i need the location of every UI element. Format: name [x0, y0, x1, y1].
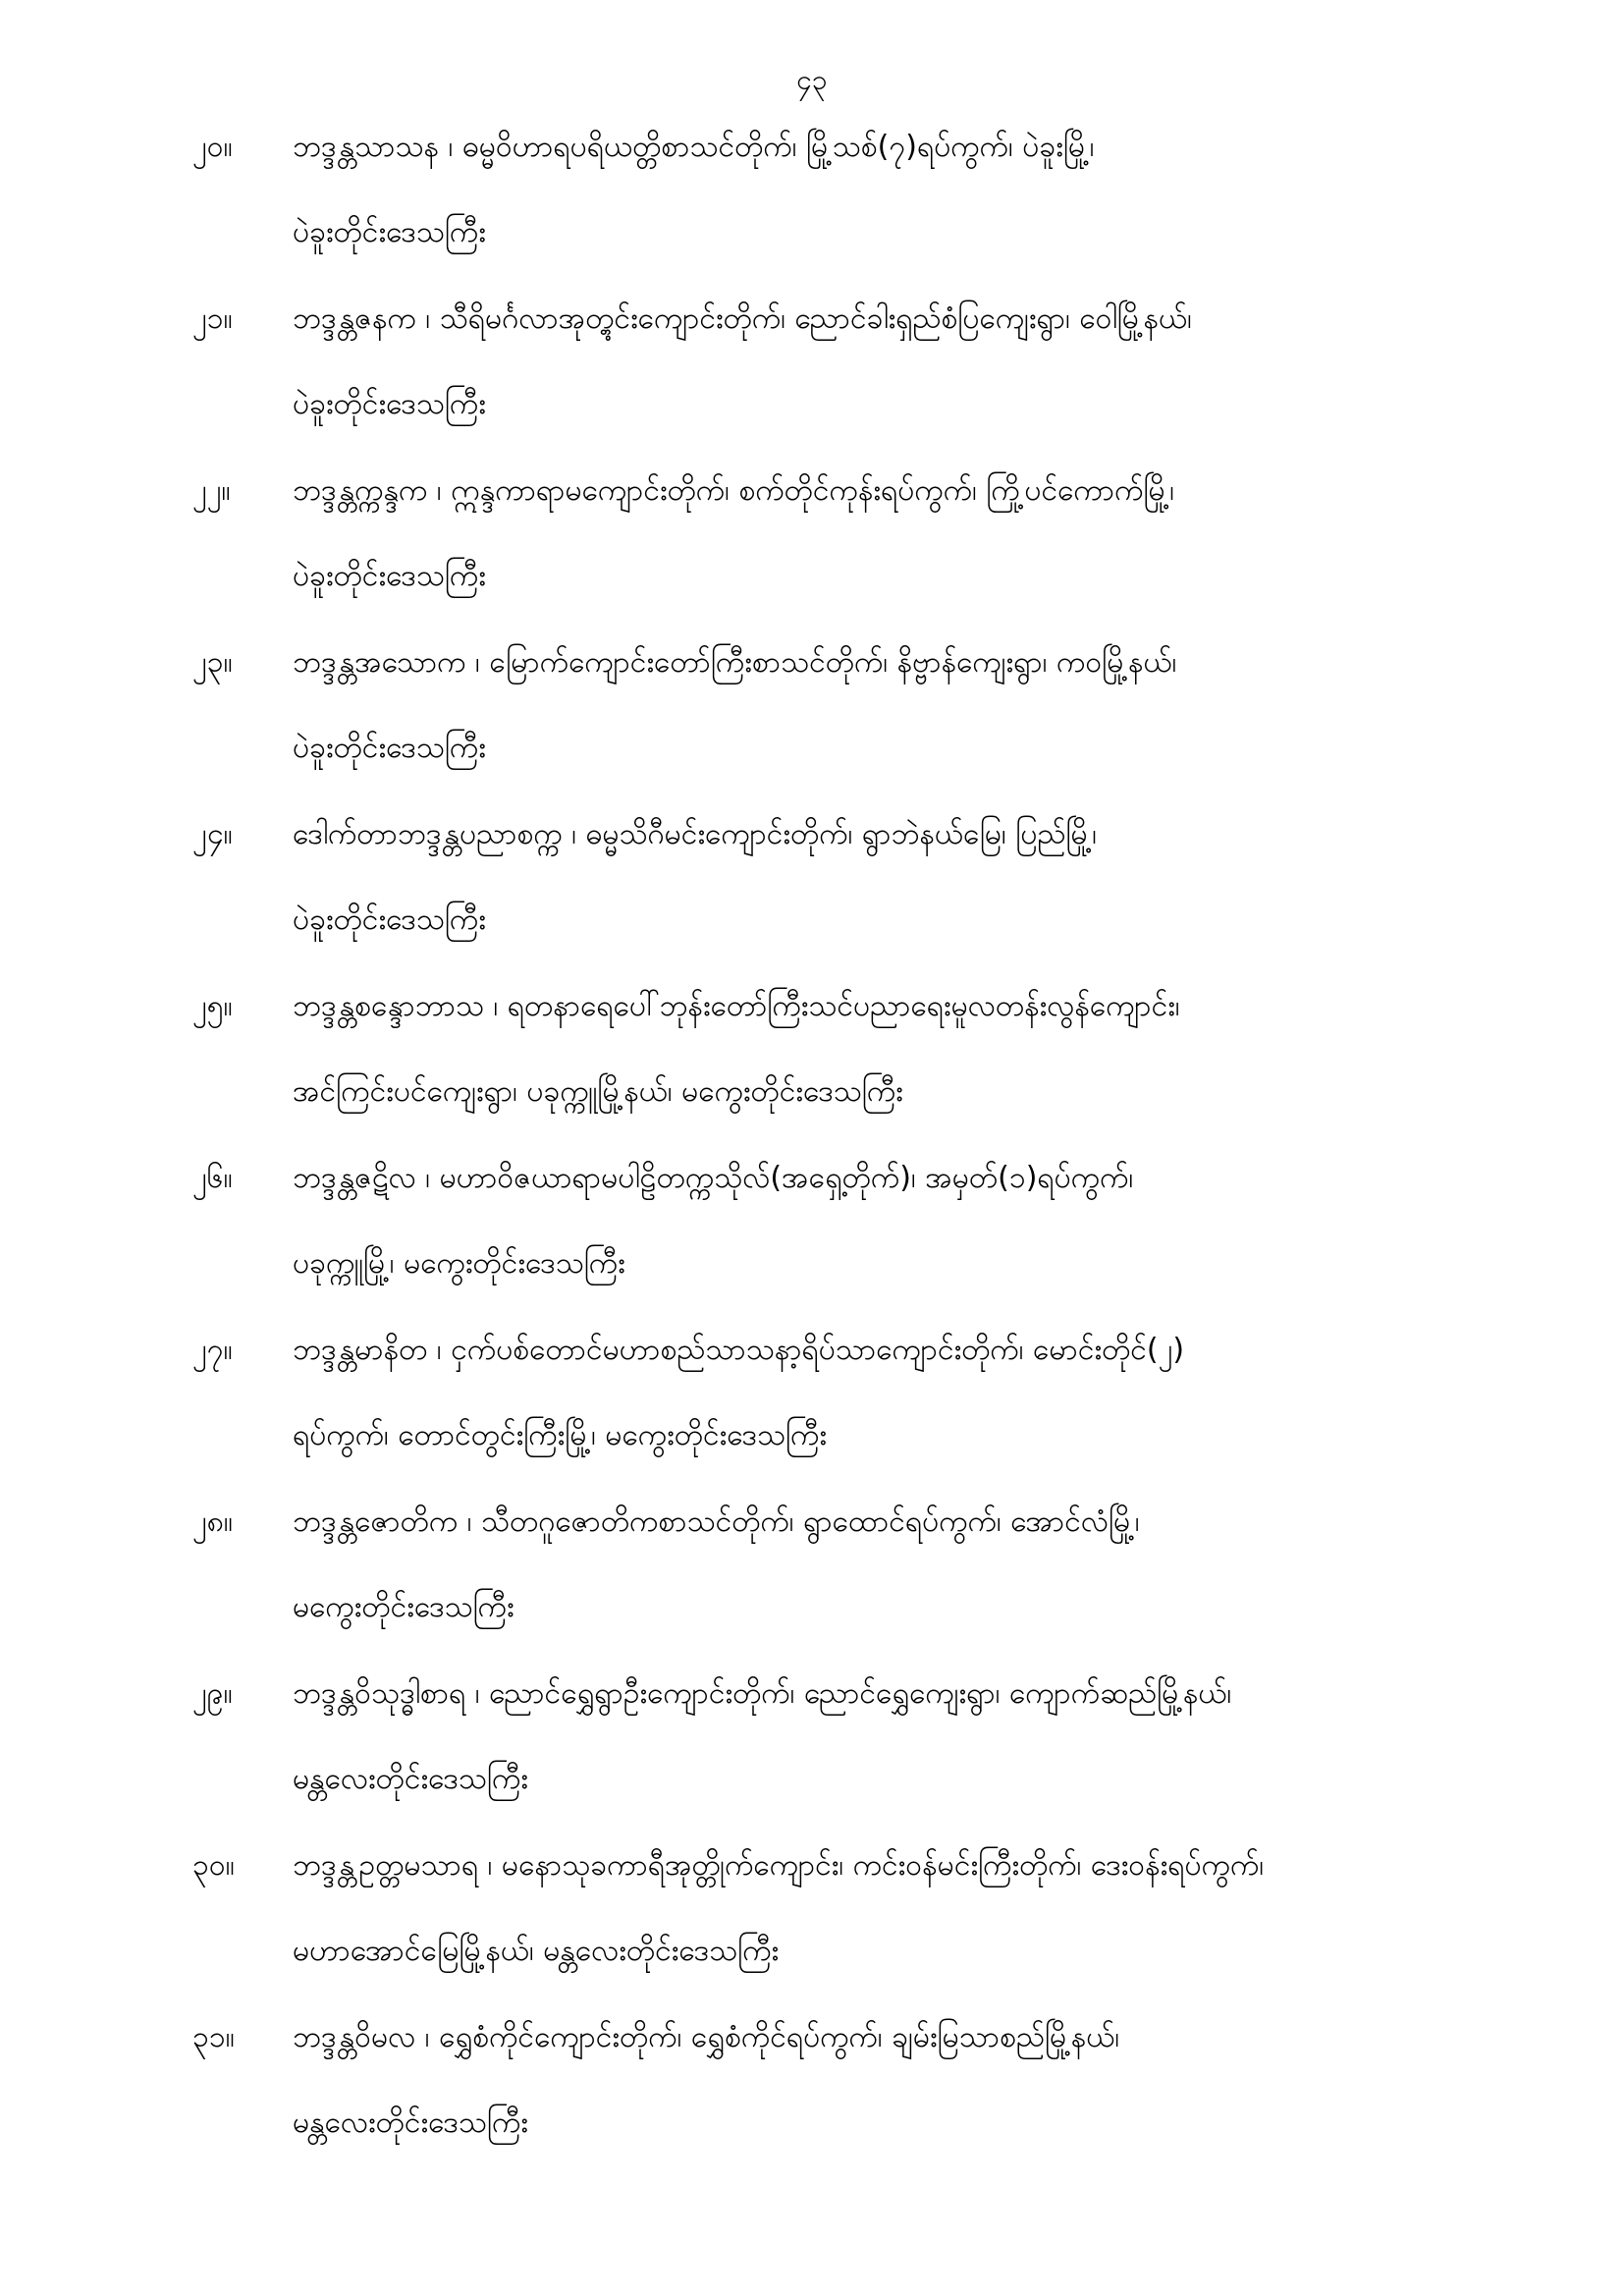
entry-number: ၂၀။ [192, 130, 233, 164]
entry-number: ၂၈။ [192, 1504, 233, 1539]
entry-line-1: ဘဒ္ဒန္တဝိသုဒ္ဓါစာရ ၊ ညောင်ရွှေရွာဦးကျောင်းတိုက်၊ ညောင်ရွှေကျေးရွာ၊ ကျောက်ဆည်မြို့နယ်၊ [293, 1676, 1232, 1711]
list-item [192, 1493, 1538, 1665]
entry-line-2: မန္တလေးတိုင်းဒေသကြီး [293, 2105, 528, 2140]
entry-line-1: ဘဒ္ဒန္တဥတ္တမသာရ ၊ မနောသုခကာရီအုတ္တိုက်ကျောင်း၊ ကင်းဝန်မင်းကြီးတိုက်၊ ဒေးဝန်းရပ်ကွက်၊ [293, 1848, 1265, 1883]
list-item [192, 462, 1538, 633]
entry-number: ၂၇။ [192, 1333, 233, 1367]
list-item [192, 290, 1538, 462]
entry-number: ၃၁။ [192, 2020, 235, 2054]
entry-line-2: မန္တလေးတိုင်းဒေသကြီး [293, 1762, 528, 1796]
entry-number: ၂၁။ [192, 301, 233, 336]
entry-line-1: ဘဒ္ဒန္တအသောက ၊ မြောက်ကျောင်းတော်ကြီးစာသင်တိုက်၊ နိဗ္ဗာန်ကျေးရွာ၊ ကဝမြို့နယ်၊ [293, 645, 1177, 680]
list-item [192, 805, 1538, 977]
entry-number: ၂၃။ [192, 645, 233, 680]
entry-line-1: ဘဒ္ဒန္တဇောတိက ၊ သီတဂူဇောတိကစာသင်တိုက်၊ ရွာထောင်ရပ်ကွက်၊ အောင်လံမြို့၊ [293, 1504, 1140, 1539]
entry-line-1: ဘဒ္ဒန္တသာသန ၊ ဓမ္မဝိဟာရပရိယတ္တိစာသင်တိုက်၊ မြို့သစ်(၇)ရပ်ကွက်၊ ပဲခူးမြို့၊ [293, 130, 1095, 164]
entry-number: ၂၂။ [192, 473, 231, 508]
entry-line-2: ပဲခူးတိုင်းဒေသကြီး [293, 559, 486, 593]
entry-line-2: အင်ကြင်းပင်ကျေးရွာ၊ ပခုက္ကူမြို့နယ်၊ မကွေးတိုင်းဒေသကြီး [293, 1074, 903, 1109]
entry-line-2: ပဲခူးတိုင်းဒေသကြီး [293, 902, 486, 937]
entry-line-1: ဘဒ္ဒန္တစန္ဒောဘာသ ၊ ရတနာရေပေါ်ဘုန်းတော်ကြီးသင်ပညာရေးမူလတန်းလွန်ကျောင်း၊ [293, 989, 1180, 1023]
entry-line-2: ပဲခူးတိုင်းဒေသကြီး [293, 215, 486, 249]
list-item [192, 118, 1538, 290]
entry-number: ၂၆။ [192, 1161, 233, 1195]
list-item [192, 633, 1538, 805]
list-item [192, 1321, 1538, 1493]
entry-line-1: ဘဒ္ဒန္တဇဋိလ ၊ မဟာဝိဇယာရာမပါဠိတက္ကသိုလ်(အရှေ့တိုက်)၊ အမှတ်(၁)ရပ်ကွက်၊ [293, 1161, 1134, 1195]
entry-number: ၂၅။ [192, 989, 233, 1023]
entry-line-1: ဒေါက်တာဘဒ္ဒန္တပညာစက္က ၊ ဓမ္မသိဂီမင်းကျောင်းတိုက်၊ ရွာဘဲနယ်မြေ၊ ပြည်မြို့၊ [293, 817, 1098, 851]
list-item [192, 2008, 1538, 2180]
entry-list [192, 118, 1538, 2180]
list-item [192, 977, 1538, 1149]
entry-line-2: ရပ်ကွက်၊ တောင်တွင်းကြီးမြို့၊ မကွေးတိုင်းဒေသကြီး [293, 1418, 828, 1452]
entry-line-1: ဘဒ္ဒန္တဇနက ၊ သီရိမင်္ဂလာအုတ္တွင်းကျောင်းတိုက်၊ ညောင်ခါးရှည်စံပြကျေးရွာ၊ ဝေါမြို့နယ်၊ [293, 301, 1192, 336]
entry-line-1: ဘဒ္ဒန္တဝိမလ ၊ ရွှေစံကိုင်ကျောင်းတိုက်၊ ရွှေစံကိုင်ရပ်ကွက်၊ ချမ်းမြသာစည်မြို့နယ်၊ [293, 2020, 1120, 2054]
entry-number: ၂၉။ [192, 1676, 233, 1711]
entry-line-2: ပဲခူးတိုင်းဒေသကြီး [293, 731, 486, 765]
entry-number: ၃၀။ [192, 1848, 235, 1883]
entry-number: ၂၄။ [192, 817, 233, 851]
page-number: ၄၃ [796, 64, 828, 96]
entry-line-2: ပဲခူးတိုင်းဒေသကြီး [293, 387, 486, 421]
entry-line-1: ဘဒ္ဒန္တက္ကန္ဒက ၊ ဣန္ဒကာရာမကျောင်းတိုက်၊ စက်တိုင်ကုန်းရပ်ကွက်၊ ကြို့ပင်ကောက်မြို့၊ [293, 473, 1175, 508]
entry-line-2: မကွေးတိုင်းဒေသကြီး [293, 1590, 514, 1624]
list-item [192, 1836, 1538, 2008]
list-item [192, 1149, 1538, 1321]
entry-line-2: မဟာအောင်မြေမြို့နယ်၊ မန္တလေးတိုင်းဒေသကြီး [293, 1934, 780, 1968]
entry-line-2: ပခုက္ကူမြို့၊ မကွေးတိုင်းဒေသကြီး [293, 1246, 625, 1281]
entry-line-1: ဘဒ္ဒန္တမာနိတ ၊ ငှက်ပစ်တောင်မဟာစည်သာသနာ့ရိပ်သာကျောင်းတိုက်၊ မောင်းတိုင်(၂) [293, 1333, 1185, 1367]
list-item [192, 1665, 1538, 1836]
